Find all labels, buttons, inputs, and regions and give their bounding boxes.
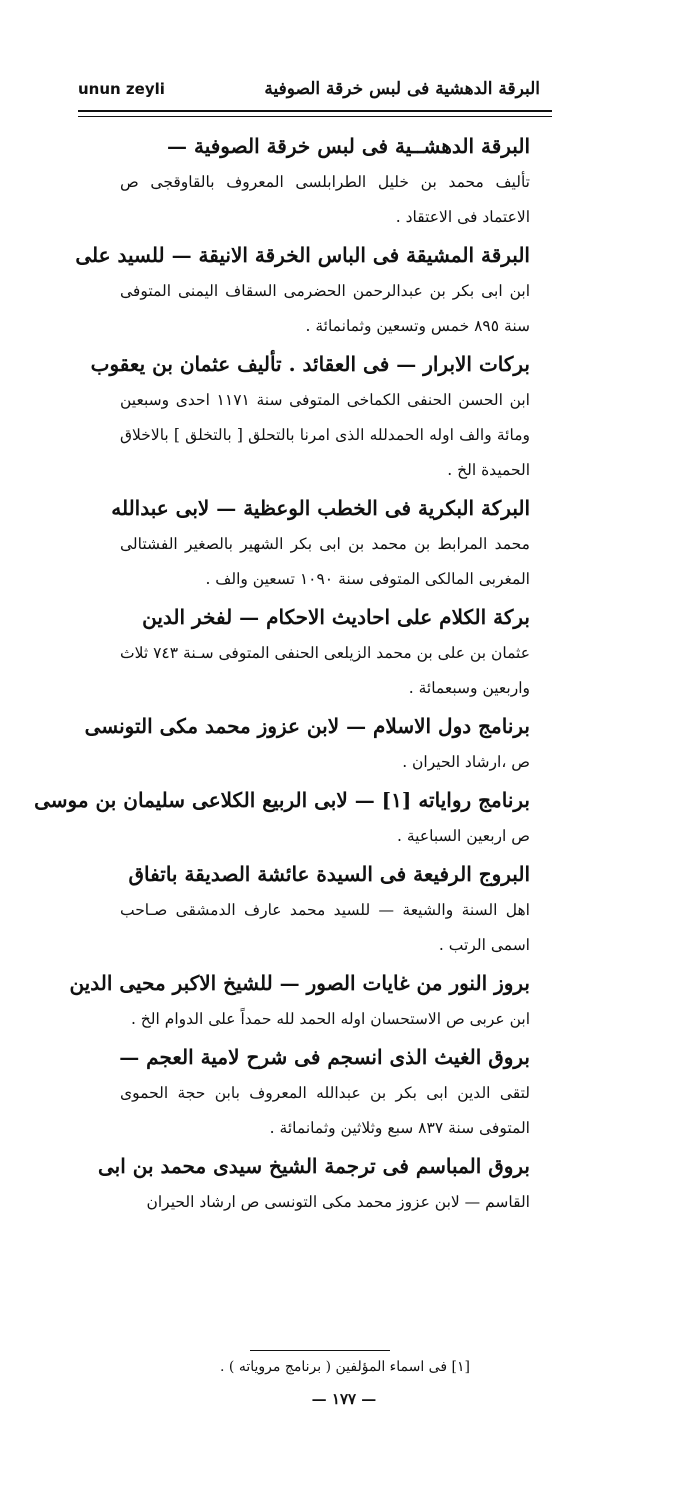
entry <box>90 346 530 488</box>
entry-body: اهل السنة والشيعة — للسيد محمد عارف الدمشقى صـاحب اسمى الرتب . <box>120 901 530 954</box>
entry-title: بركة الكلام على احاديث الاحكام — لفخر الدين <box>142 605 530 629</box>
entry <box>97 1148 530 1220</box>
entry-title: البركة البكرية فى الخطب الوعظية — لابى عبدالله <box>111 496 530 520</box>
entry <box>120 856 530 963</box>
entry-body: محمد المرابط بن محمد بن ابى بكر الشهير بالصغير الفشتالى المغربى المالكى المتوفى سنة ١٠٩٠ تسعين والف . <box>120 535 530 588</box>
entry <box>120 128 530 235</box>
entry-body: ابن عربى ص الاستحسان اوله الحمد لله حمداً على الدوام الخ . <box>130 1010 530 1028</box>
footnote: [١] فى اسماء المؤلفين ( برنامج مروياته ) . <box>220 1359 470 1375</box>
entry-body: ص ،ارشاد الحيران . <box>402 753 530 771</box>
header-rule-thin <box>78 116 552 117</box>
entry <box>111 490 530 597</box>
entry-body: القاسم — لابن عزوز محمد مكى التونسى ص ارشاد الحيران <box>146 1193 530 1211</box>
entry-title: البروج الرفيعة فى السيدة عائشة الصديقة باتفاق <box>128 862 530 886</box>
header-title: البرقة الدهشية فى لبس خرقة الصوفية <box>264 79 540 99</box>
page-number: — ١٧٧ — <box>311 1390 377 1408</box>
entry-title: البرقة الدهشــية فى لبس خرقة الصوفية — <box>167 134 530 158</box>
entry-body: ابن الحسن الحنفى الكماخى المتوفى سنة ١١٧١ احدى وسبعين ومائة والف اوله الحمدلله الذى امرنا بالتحلق [ بالتخلق ] بالاخلاق الحميدة الخ . <box>120 391 530 479</box>
header-left-text: unun zeyli <box>78 80 165 98</box>
entry-title: برنامج دول الاسلام — لابن عزوز محمد مكى التونسى <box>84 714 530 738</box>
entry <box>84 708 530 780</box>
entry <box>75 237 530 344</box>
entry-body: لتقى الدين ابى بكر بن عبدالله المعروف بابن حجة الحموى المتوفى سنة ٨٣٧ سبع وثلاثين وثمانمائة . <box>120 1084 530 1137</box>
entry-body: عثمان بن على بن محمد الزيلعى الحنفى المتوفى سـنة ٧٤٣ ثلاث واربعين وسبعمائة . <box>120 644 530 697</box>
entry-body: ابن ابى بكر بن عبدالرحمن الحضرمى السقاف اليمنى المتوفى سنة ٨٩٥ خمس وتسعين وثمانمائة . <box>120 282 530 335</box>
entry <box>69 965 530 1037</box>
entry-title: بروق الغيث الذى انسجم فى شرح لامية العجم — <box>119 1045 530 1069</box>
entry-list <box>34 128 530 1220</box>
entry-title: البرقة المشيقة فى الباس الخرقة الانيقة — للسيد على <box>75 243 530 267</box>
entry-body: تأليف محمد بن خليل الطرابلسى المعروف بالقاوقجى ص الاعتماد فى الاعتقاد . <box>120 173 530 226</box>
entry-title: بروز النور من غايات الصور — للشيخ الاكبر محيى الدين <box>69 971 530 995</box>
running-header <box>78 74 540 104</box>
footnote-rule <box>250 1350 390 1351</box>
entry-title: بروق المباسم فى ترجمة الشيخ سيدى محمد بن ابى <box>97 1154 530 1178</box>
entry-body: ص اربعين السباعية . <box>397 827 530 845</box>
entry <box>34 782 530 854</box>
entry-title: بركات الابرار — فى العقائد . تأليف عثمان بن يعقوب <box>90 352 530 376</box>
entry <box>120 1039 530 1146</box>
entry-title: برنامج رواياته [١] — لابى الربيع الكلاعى سليمان بن موسى <box>34 788 530 812</box>
entry <box>120 599 530 706</box>
header-rule <box>78 110 552 112</box>
